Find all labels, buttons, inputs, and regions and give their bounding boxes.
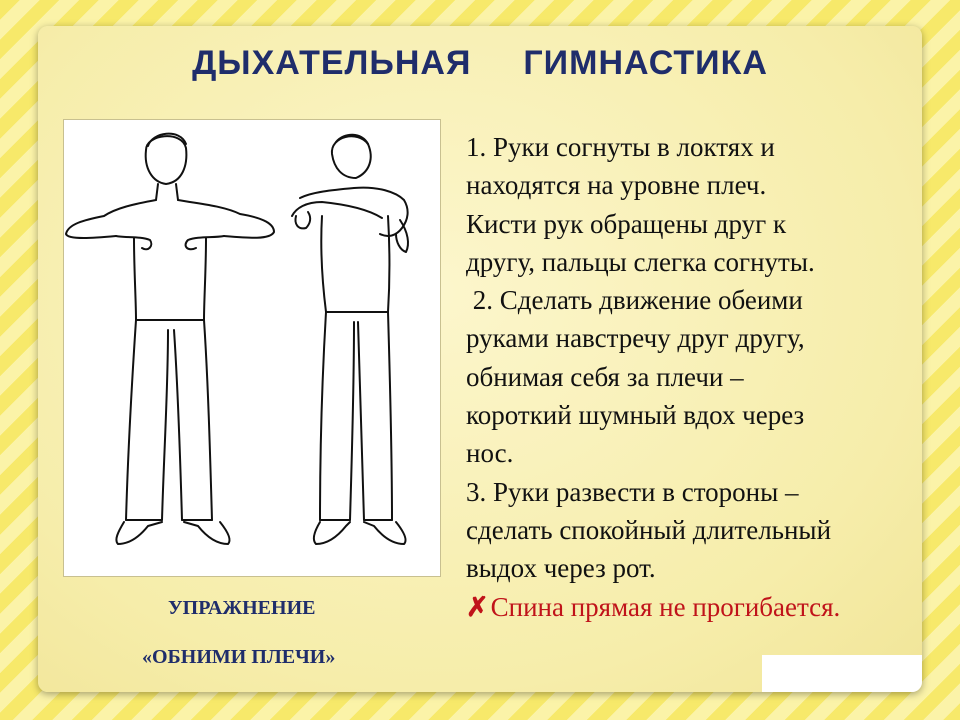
title-word-1: ДЫХАТЕЛЬНАЯ [192, 44, 472, 82]
instruction-line: сделать спокойный длительный [466, 514, 832, 545]
instruction-line: другу, пальцы слегка согнуты. [466, 246, 815, 277]
instruction-line: 2. Сделать движение обеими [466, 285, 803, 316]
white-corner-patch [762, 655, 922, 692]
exercise-caption-line-1: УПРАЖНЕНИЕ [168, 597, 316, 619]
figures-drawing [64, 120, 440, 576]
cross-mark-icon: ✗ [466, 591, 489, 622]
exercise-illustration [63, 119, 441, 577]
instruction-line: обнимая себя за плечи – [466, 361, 744, 392]
instruction-line: 3. Руки развести в стороны – [466, 476, 799, 507]
slide-title [0, 44, 960, 83]
exercise-caption-line-2: «ОБНИМИ ПЛЕЧИ» [142, 646, 336, 668]
instruction-line: короткий шумный вдох через [466, 400, 805, 431]
title-word-2: ГИМНАСТИКА [523, 44, 768, 82]
instruction-line: находятся на уровне плеч. [466, 170, 767, 201]
instruction-line: Кисти рук обращены друг к [466, 208, 787, 239]
back-figure [292, 135, 408, 544]
instruction-line: нос. [466, 438, 514, 469]
warning-text: Спина прямая не прогибается. [490, 591, 841, 622]
front-figure [66, 134, 274, 544]
instructions-block [466, 128, 916, 626]
instruction-line: 1. Руки согнуты в локтях и [466, 132, 775, 162]
instruction-line: выдох через рот. [466, 553, 656, 584]
warning-line [466, 588, 916, 626]
instruction-line: руками навстречу друг другу, [466, 323, 805, 354]
